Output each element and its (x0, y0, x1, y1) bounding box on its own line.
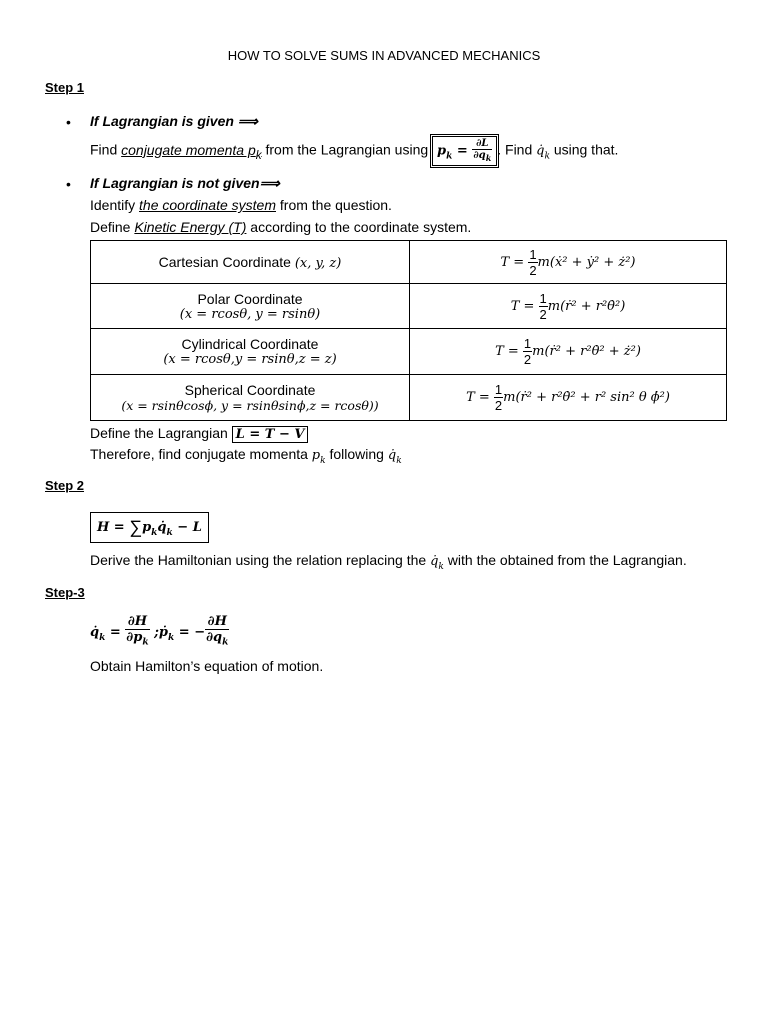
formula-den (472, 150, 492, 164)
ke-lhs: T = (500, 254, 529, 270)
ke-cell (410, 284, 727, 329)
therefore-q: q̇ (387, 448, 397, 463)
lagrangian-formula: L = T − V (232, 426, 309, 443)
bullet1-text-b: from the Lagrangian using (261, 141, 433, 158)
step2-heading: Step 2 (45, 478, 85, 493)
ke-lhs: T = (495, 344, 523, 360)
eq-f2-den (205, 630, 229, 651)
eq-f2-den-label: ∂q (206, 630, 223, 645)
eq-f1-num: ∂H (125, 614, 149, 630)
table-row (91, 284, 727, 329)
coord-name-cell (91, 375, 410, 421)
ke-cell (410, 329, 727, 375)
ke-half (523, 336, 532, 367)
ke-num: 1 (539, 290, 547, 306)
table-row (91, 329, 727, 375)
conjugate-momenta-sub: k (255, 148, 262, 162)
therefore-b: following (325, 446, 388, 462)
therefore-line (90, 446, 402, 466)
coord-transform: (x = rcosθ,y = rsinθ,z = z) (163, 352, 337, 367)
bullet1-text (90, 136, 618, 166)
formula-den-sub: k (485, 153, 492, 163)
bullet2-heading: If Lagrangian is not given⟹ (90, 175, 280, 191)
coord-name: Polar Coordinate (197, 290, 303, 307)
formula-num: ∂L (472, 138, 492, 150)
obtain-line: Obtain Hamilton’s equation of motion. (90, 658, 324, 674)
lagrangian-label: Define the Lagrangian (90, 425, 232, 441)
ke-cell (410, 375, 727, 421)
ke-den: 2 (529, 262, 537, 278)
h-lhs: H = (97, 520, 130, 536)
ke-num: 1 (529, 246, 537, 262)
eq-f1-den (125, 630, 149, 651)
eq-sep: ; (149, 625, 159, 640)
derive-a: Derive the Hamiltonian using the relation replacing the (90, 552, 431, 568)
bullet1-text-a: Find (90, 141, 122, 158)
ke-cell (410, 241, 727, 284)
table-row (91, 241, 727, 284)
bullet-dot: • (66, 176, 71, 192)
ke-expression: m(ẋ² + ẏ² + ż²) (537, 254, 636, 270)
conjugate-momenta-label: conjugate momenta p (121, 141, 256, 158)
hamilton-equations (90, 614, 229, 651)
coord-name: Cartesian Coordinate (158, 253, 295, 270)
coord-transform: (x = rcosθ, y = rsinθ) (179, 306, 321, 322)
momentum-formula-box: $p_k$ = $\frac{\partial L}{\partial q_k}$ (432, 136, 497, 166)
eq-sign-2: = − (174, 625, 206, 640)
therefore-p-sub: k (320, 455, 326, 466)
eq-frac-2 (205, 614, 229, 651)
step3-heading: Step-3 (45, 585, 85, 600)
step1-heading: Step 1 (45, 80, 85, 95)
ke-lhs: T = (466, 390, 494, 406)
lagrangian-line (90, 425, 308, 443)
ke-half (494, 382, 503, 413)
ke-den: 2 (523, 352, 532, 367)
ke-den: 2 (494, 398, 503, 413)
coord-name: Spherical Coordinate (184, 382, 316, 398)
ke-expression: m(ṙ² + r²θ̇² + r² sin² θ ϕ̇²) (503, 390, 670, 406)
formula-den-label: ∂q (473, 150, 486, 161)
h-p: p (142, 520, 152, 536)
hamiltonian-formula (90, 512, 209, 543)
coord-name-cell (91, 284, 410, 329)
bullet1-heading: If Lagrangian is given ⟹ (90, 113, 258, 129)
hamiltonian-formula-box (90, 512, 209, 543)
ke-expression: m(ṙ² + r²θ̇²) (547, 298, 626, 314)
ke-num: 1 (523, 336, 532, 351)
eq-frac-1 (125, 614, 149, 651)
conjugate-momenta-term (121, 141, 262, 162)
coordinate-system-term: the coordinate system (139, 197, 276, 213)
define-line (90, 219, 471, 235)
bullet1-text-c: . Find (497, 141, 537, 158)
coord-vars: (x, y, z) (294, 255, 342, 271)
therefore-a: Therefore, find conjugate momenta (90, 446, 312, 462)
ke-num: 1 (494, 382, 503, 397)
eq-f1-den-sub: k (142, 637, 149, 648)
identify-a: Identify (90, 197, 140, 213)
ke-lhs: T = (510, 298, 539, 314)
eq-p: ṗ (158, 625, 169, 640)
ke-den: 2 (539, 306, 547, 322)
eq-f2-num: ∂H (205, 614, 229, 630)
derive-q: q̇ (430, 554, 439, 569)
eq-q: q̇ (90, 625, 100, 640)
h-tail: − L (172, 520, 202, 536)
define-a: Define (90, 219, 135, 235)
derive-b: with the obtained from the Lagrangian. (443, 552, 687, 568)
h-q: q̇ (157, 520, 167, 536)
sigma-symbol: ∑ (129, 517, 143, 537)
formula-lhs: p (437, 143, 447, 159)
therefore-p: p (311, 448, 321, 463)
ke-half (539, 291, 548, 322)
coordinate-table (90, 240, 727, 421)
eq-f2-den-sub: k (222, 637, 229, 648)
therefore-q-sub: k (396, 455, 402, 466)
formula-lhs-sub: k (446, 151, 453, 162)
coord-transform: (x = rsinθcosϕ, y = rsinθsinϕ,z = rcosθ)) (121, 398, 379, 413)
kinetic-energy-term: Kinetic Energy (T) (134, 219, 247, 235)
bullet-dot: • (66, 114, 71, 130)
identify-line (90, 197, 392, 213)
eq-sign: = (105, 625, 126, 640)
eq-f1-den-label: ∂p (126, 630, 143, 645)
ke-expression: m(ṙ² + r²θ̇² + ż²) (532, 344, 641, 360)
coord-name-cell (91, 329, 410, 375)
identify-b: from the question. (276, 197, 392, 213)
table-row (91, 375, 727, 421)
bullet1-text-d: using that. (549, 141, 619, 158)
coord-name-cell (91, 241, 410, 284)
qdot-symbol: q̇ (536, 143, 545, 159)
eq-p-sub: k (168, 632, 175, 643)
page-title: HOW TO SOLVE SUMS IN ADVANCED MECHANICS (227, 48, 541, 63)
define-b: according to the coordinate system. (246, 219, 472, 235)
eq-q-sub: k (99, 632, 106, 643)
derive-line (90, 552, 687, 572)
formula-fraction (472, 138, 492, 164)
qdot-sub: k (544, 151, 550, 162)
h-q-sub: k (166, 528, 173, 538)
h-p-sub: k (151, 528, 158, 538)
coord-name: Cylindrical Coordinate (181, 336, 319, 352)
ke-half (528, 247, 537, 278)
derive-q-sub: k (438, 561, 444, 572)
